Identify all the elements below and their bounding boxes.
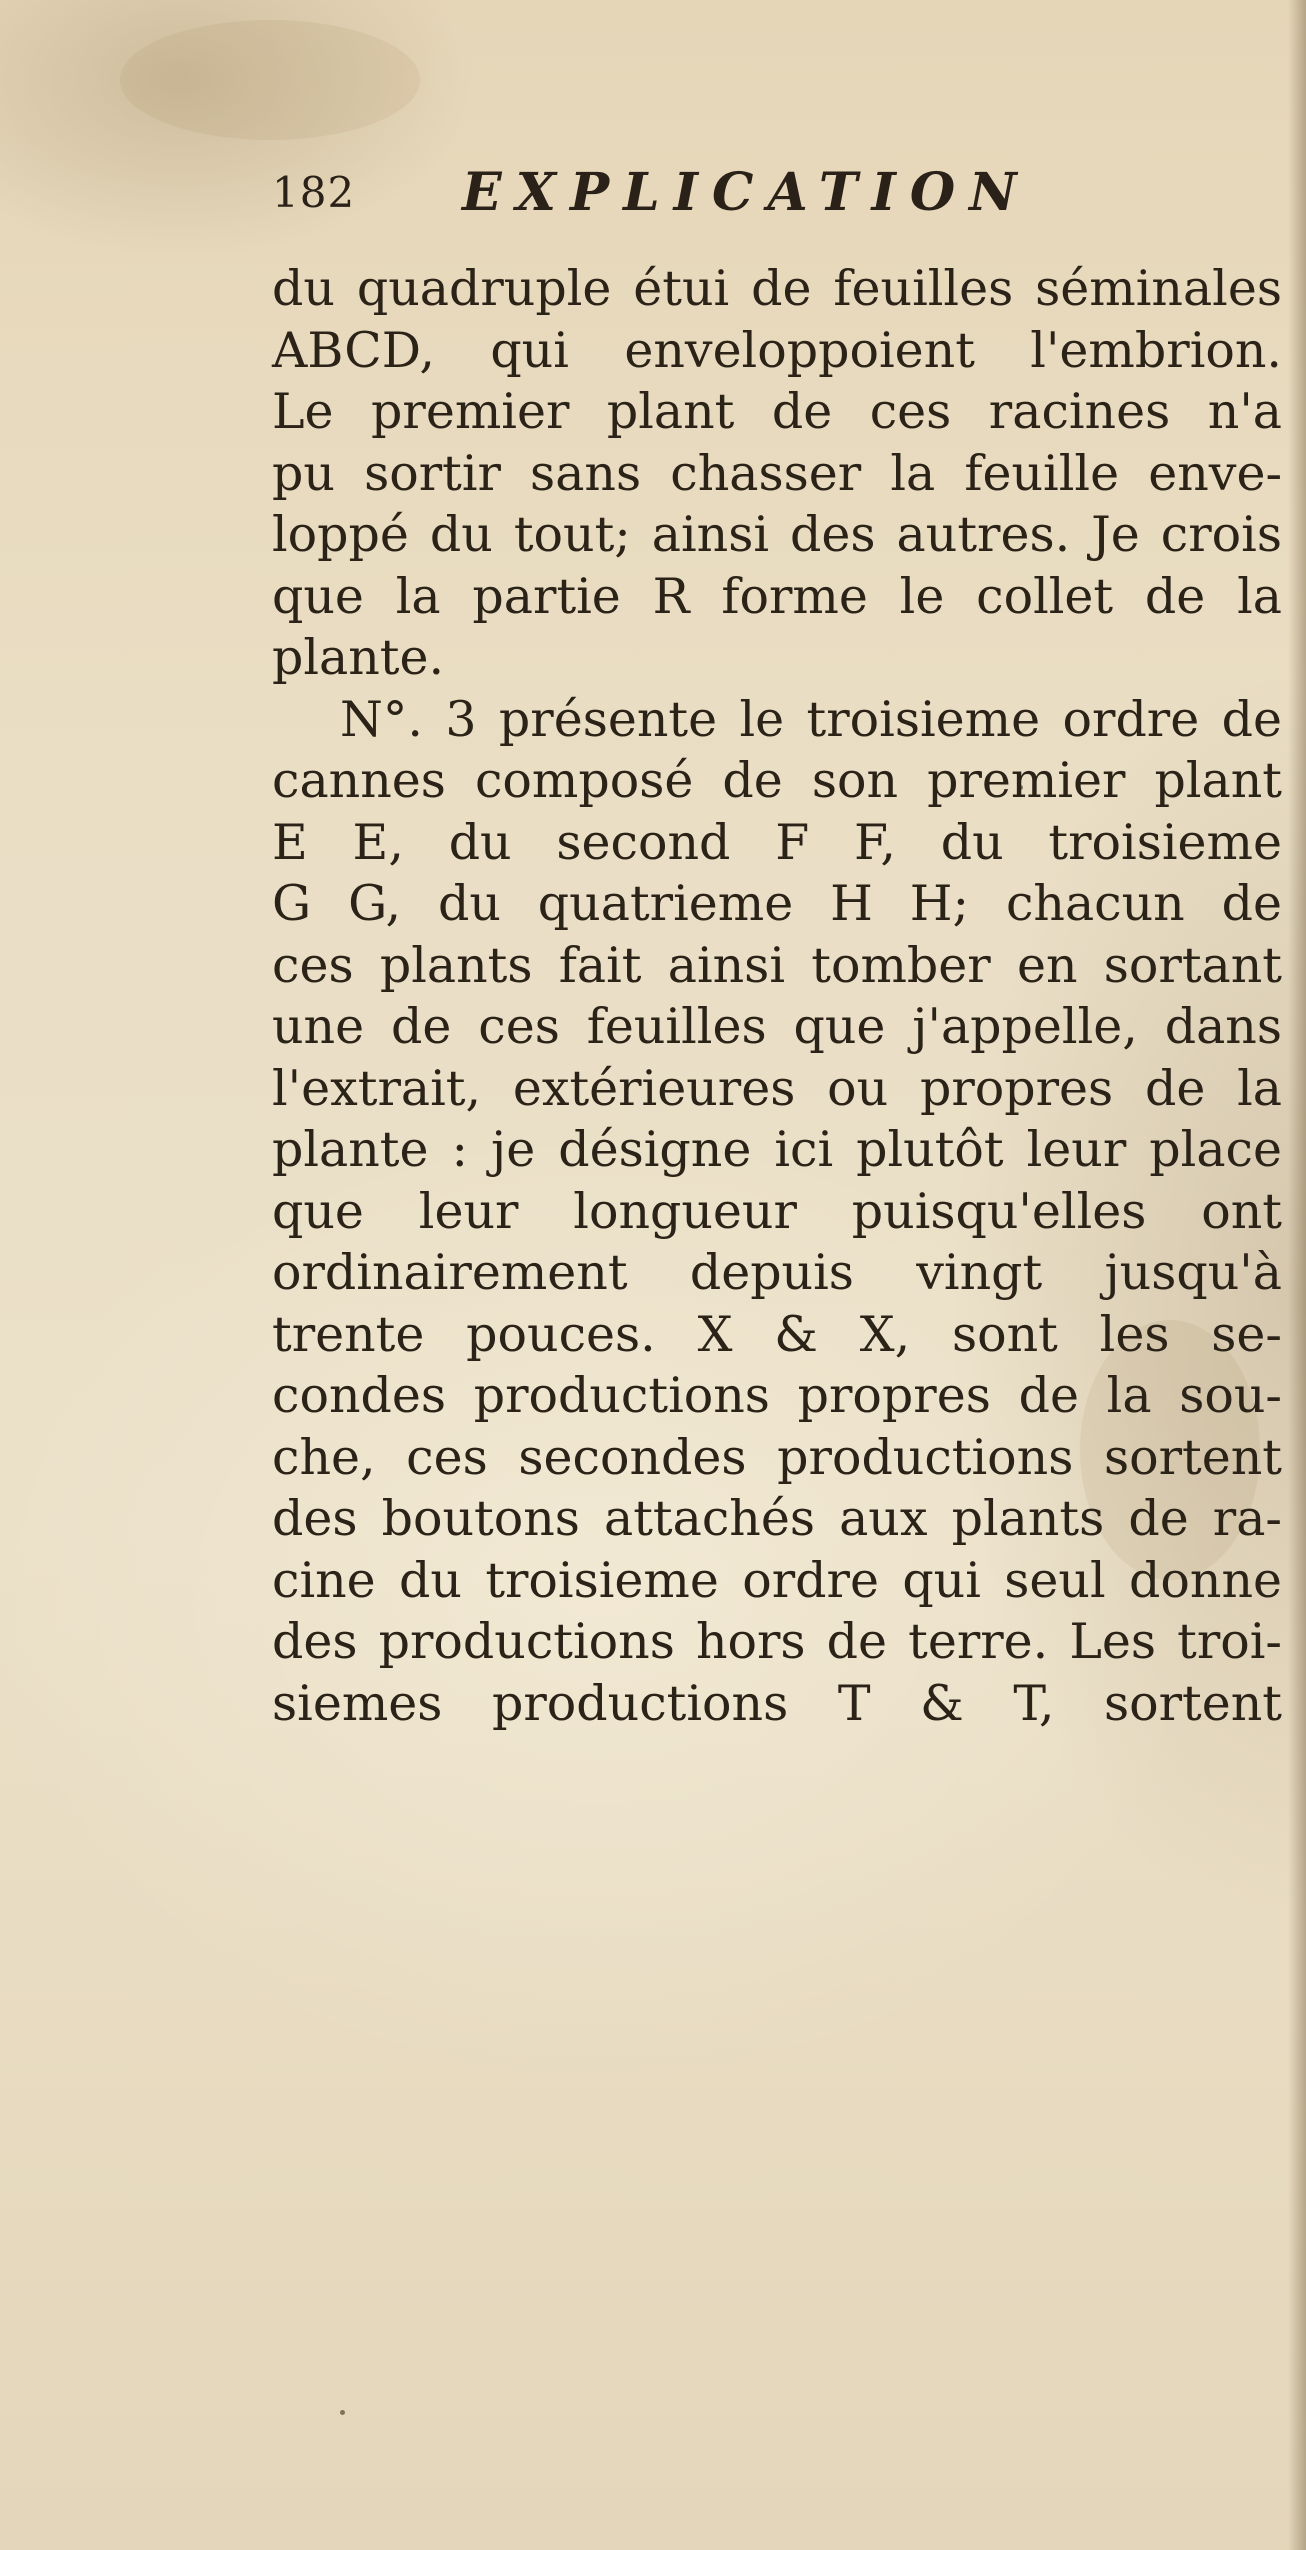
text-line: ordinairement depuis vingt jusqu'à: [272, 1244, 1282, 1301]
text-line: cannes composé de son premier plant: [272, 752, 1282, 809]
body-text: [272, 258, 1282, 1734]
text-line: trente pouces. X & X, sont les se-: [272, 1305, 1282, 1363]
text-line: siemes productions T & T, sortent: [272, 1674, 1282, 1732]
ink-speck: [340, 2410, 345, 2415]
text-line: l'extrait, extérieures ou propres de la: [272, 1059, 1282, 1117]
running-head: EXPLICATION: [462, 162, 1031, 223]
text-line: cine du troisieme ordre qui seul donne: [272, 1551, 1282, 1609]
text-line: plante : je désigne ici plutôt leur place: [272, 1121, 1282, 1178]
text-line: ABCD, qui enveloppoient l'embrion.: [272, 321, 1282, 379]
text-line: G G, du quatrieme H H; chacun de: [272, 875, 1282, 932]
text-line: du quadruple étui de feuilles séminales: [272, 260, 1282, 317]
page-edge-shadow: [1288, 0, 1306, 2550]
text-line: Le premier plant de ces racines n'a: [272, 383, 1282, 440]
text-line: que leur longueur puisqu'elles ont: [272, 1182, 1282, 1240]
paragraph-start-line: N°. 3 présente le troisieme ordre de: [340, 690, 1282, 748]
text-line: des boutons attachés aux plants de ra-: [272, 1490, 1282, 1547]
paper-stain: [120, 20, 420, 140]
text-line: E E, du second F F, du troisieme: [272, 813, 1282, 871]
page-number: 182: [272, 168, 356, 217]
text-line: condes productions propres de la sou-: [272, 1367, 1282, 1424]
text-line: plante.: [272, 629, 445, 686]
text-line: que la partie R forme le collet de la: [272, 567, 1282, 625]
text-line: loppé du tout; ainsi des autres. Je crois: [272, 506, 1282, 563]
text-line: ces plants fait ainsi tomber en sortant: [272, 936, 1282, 994]
text-line: des productions hors de terre. Les troi-: [272, 1613, 1282, 1670]
text-line: che, ces secondes productions sortent: [272, 1428, 1282, 1486]
text-line: pu sortir sans chasser la feuille enve-: [272, 444, 1282, 502]
text-line: une de ces feuilles que j'appelle, dans: [272, 998, 1282, 1055]
